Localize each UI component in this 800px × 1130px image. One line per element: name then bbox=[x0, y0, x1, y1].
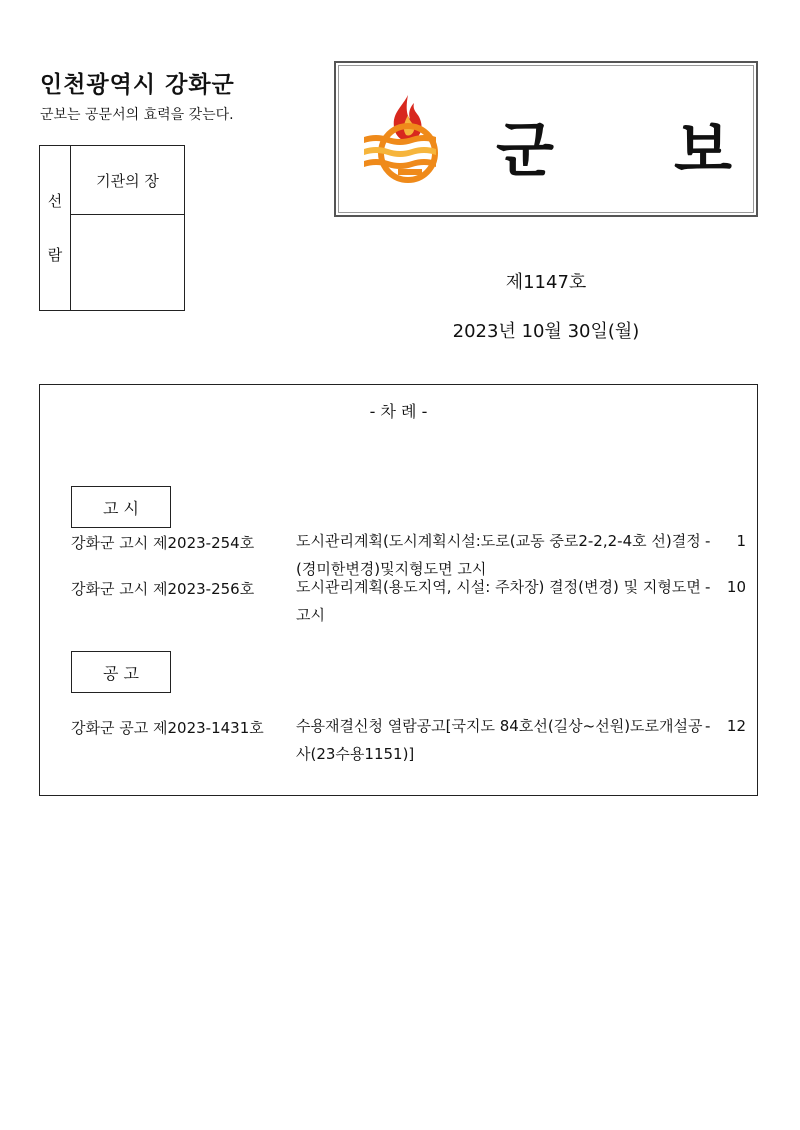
entry-title[interactable]: 수용재결신청 열람공고[국지도 84호선(길상~선원)도로개설공사(23수용1151)] bbox=[296, 717, 703, 763]
bulletin-banner bbox=[334, 61, 758, 217]
banner-title-char-1: 군 bbox=[496, 116, 558, 186]
entry-dash: - bbox=[705, 717, 711, 735]
entry-ref[interactable]: 강화군 고시 제2023-254호 bbox=[71, 534, 255, 552]
entry-ref[interactable]: 강화군 공고 제2023-1431호 bbox=[71, 719, 264, 737]
section-label-text: 고 시 bbox=[103, 498, 139, 518]
section-label-announcements bbox=[71, 651, 171, 693]
org-head-cell bbox=[71, 146, 184, 215]
banner-title-char-2: 보 bbox=[674, 116, 736, 186]
issue-date: 2023년 10월 30일(월) bbox=[452, 321, 640, 342]
circulation-box bbox=[39, 145, 185, 311]
table-of-contents bbox=[39, 384, 758, 796]
section-label-text: 공 고 bbox=[103, 663, 139, 683]
entry-ref[interactable]: 강화군 고시 제2023-256호 bbox=[71, 580, 255, 598]
entry-dash: - bbox=[705, 532, 711, 550]
entry-title[interactable]: 도시관리계획(도시계획시설:도로(교동 중로2-2,2-4호 선)결정(경미한변경)및지형도면 고시 bbox=[296, 532, 701, 578]
county-emblem-icon bbox=[362, 93, 452, 185]
entry-page: 1 bbox=[736, 532, 746, 550]
issue-number: 제1147호 bbox=[505, 272, 587, 293]
circulation-label-char-1: 선 bbox=[47, 192, 63, 210]
city-name: 인천광역시 강화군 bbox=[40, 72, 235, 98]
entry-title[interactable]: 도시관리계획(용도지역, 시설: 주차장) 결정(변경) 및 지형도면 고시 bbox=[296, 578, 701, 624]
entry-page: 12 bbox=[726, 717, 746, 735]
entry-dash: - bbox=[705, 578, 711, 596]
section-label-notices bbox=[71, 486, 171, 528]
toc-title: - 차 례 - bbox=[369, 402, 428, 421]
circulation-label-char-2: 람 bbox=[47, 246, 63, 264]
banner-title bbox=[496, 103, 736, 189]
signature-cell bbox=[71, 215, 184, 310]
org-head-label: 기관의 장 bbox=[96, 172, 159, 190]
bulletin-tagline: 군보는 공문서의 효력을 갖는다. bbox=[40, 107, 234, 123]
circulation-label-column bbox=[40, 146, 71, 310]
entry-page: 10 bbox=[726, 578, 746, 596]
